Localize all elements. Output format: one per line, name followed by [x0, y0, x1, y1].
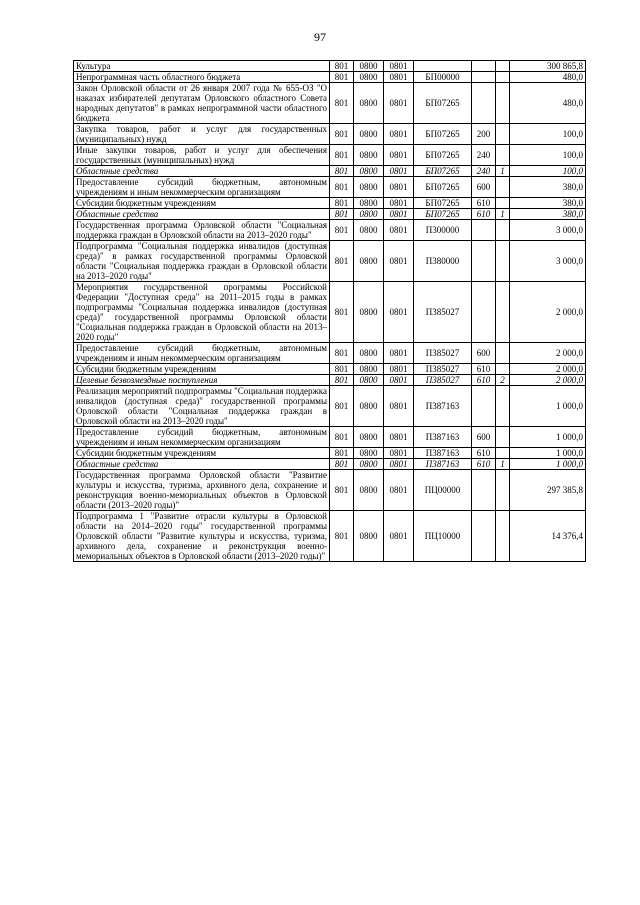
row-grbs-code: 801: [330, 145, 354, 166]
row-expense-type-code: [472, 386, 496, 427]
table-row: [74, 61, 586, 72]
row-source-code: [496, 511, 510, 562]
row-name: Иные закупки товаров, работ и услуг для обеспечения государственных (муниципальных) нужд: [74, 145, 330, 166]
row-grbs-code: 801: [330, 375, 354, 386]
row-name: Предоставление субсидий бюджетным, автономным учреждениям и иным некоммерческим организациям: [74, 343, 330, 364]
row-subsection-code: 0801: [384, 220, 414, 241]
table-row: [74, 177, 586, 198]
row-subsection-code: 0801: [384, 124, 414, 145]
row-source-code: [496, 198, 510, 209]
row-source-code: [496, 386, 510, 427]
row-source-code: [496, 83, 510, 124]
row-expense-type-code: 240: [472, 145, 496, 166]
row-target-article-code: П385027: [414, 364, 472, 375]
table-row: [74, 386, 586, 427]
table-row: [74, 83, 586, 124]
table-row: [74, 282, 586, 343]
budget-table-body: [74, 61, 586, 562]
row-sum: 380,0: [510, 177, 586, 198]
row-expense-type-code: 610: [472, 375, 496, 386]
row-subsection-code: 0801: [384, 177, 414, 198]
row-grbs-code: 801: [330, 448, 354, 459]
row-grbs-code: 801: [330, 72, 354, 83]
row-source-code: [496, 343, 510, 364]
row-subsection-code: 0801: [384, 364, 414, 375]
row-section-code: 0800: [354, 124, 384, 145]
row-source-code: [496, 145, 510, 166]
row-sum: 2 000,0: [510, 343, 586, 364]
row-name: Закон Орловской области от 26 января 2007 года № 655-ОЗ "О наказах избирателей депутатам Орловского областного Совета народных депутатов" в рамках непрограммной части областного бюджета: [74, 83, 330, 124]
row-sum: 380,0: [510, 198, 586, 209]
row-expense-type-code: [472, 72, 496, 83]
row-section-code: 0800: [354, 459, 384, 470]
row-name: Областные средства: [74, 459, 330, 470]
row-grbs-code: 801: [330, 427, 354, 448]
row-expense-type-code: 610: [472, 198, 496, 209]
row-target-article-code: П385027: [414, 375, 472, 386]
row-target-article-code: БП07265: [414, 177, 472, 198]
row-expense-type-code: [472, 511, 496, 562]
row-subsection-code: 0801: [384, 459, 414, 470]
table-row: [74, 470, 586, 511]
row-sum: 3 000,0: [510, 241, 586, 282]
row-expense-type-code: 610: [472, 448, 496, 459]
row-subsection-code: 0801: [384, 72, 414, 83]
table-row: [74, 448, 586, 459]
row-grbs-code: 801: [330, 209, 354, 220]
row-sum: 380,0: [510, 209, 586, 220]
row-grbs-code: 801: [330, 241, 354, 282]
table-row: [74, 375, 586, 386]
row-target-article-code: П387163: [414, 448, 472, 459]
row-subsection-code: 0801: [384, 448, 414, 459]
row-subsection-code: 0801: [384, 241, 414, 282]
row-subsection-code: 0801: [384, 343, 414, 364]
row-sum: 480,0: [510, 83, 586, 124]
row-section-code: 0800: [354, 166, 384, 177]
table-row: [74, 220, 586, 241]
row-section-code: 0800: [354, 470, 384, 511]
row-grbs-code: 801: [330, 282, 354, 343]
row-sum: 1 000,0: [510, 448, 586, 459]
page-number: 97: [314, 30, 326, 44]
row-name: Областные средства: [74, 209, 330, 220]
row-expense-type-code: [472, 470, 496, 511]
row-grbs-code: 801: [330, 343, 354, 364]
row-section-code: 0800: [354, 145, 384, 166]
row-target-article-code: БП07265: [414, 209, 472, 220]
row-source-code: [496, 427, 510, 448]
row-source-code: [496, 448, 510, 459]
row-target-article-code: ПЦ10000: [414, 511, 472, 562]
row-expense-type-code: 610: [472, 459, 496, 470]
row-target-article-code: П387163: [414, 459, 472, 470]
row-sum: 297 385,8: [510, 470, 586, 511]
row-target-article-code: [414, 61, 472, 72]
row-sum: 14 376,4: [510, 511, 586, 562]
row-sum: 1 000,0: [510, 459, 586, 470]
row-grbs-code: 801: [330, 459, 354, 470]
row-source-code: [496, 177, 510, 198]
row-target-article-code: П387163: [414, 427, 472, 448]
row-subsection-code: 0801: [384, 427, 414, 448]
row-source-code: [496, 364, 510, 375]
row-section-code: 0800: [354, 343, 384, 364]
row-name: Подпрограмма "Социальная поддержка инвалидов (доступная среда)" в рамках государственной программы Орловской области "Социальная поддержка граждан в Орловской области на 2013–2020 годы": [74, 241, 330, 282]
row-target-article-code: БП07265: [414, 166, 472, 177]
row-expense-type-code: 610: [472, 364, 496, 375]
row-section-code: 0800: [354, 511, 384, 562]
row-expense-type-code: [472, 241, 496, 282]
row-name: Государственная программа Орловской области "Социальная поддержка граждан в Орловской области на 2013–2020 годы": [74, 220, 330, 241]
row-source-code: [496, 241, 510, 282]
row-expense-type-code: [472, 220, 496, 241]
budget-table: [73, 60, 586, 562]
row-grbs-code: 801: [330, 124, 354, 145]
row-source-code: 1: [496, 209, 510, 220]
row-subsection-code: 0801: [384, 145, 414, 166]
table-row: [74, 124, 586, 145]
row-section-code: 0800: [354, 83, 384, 124]
row-section-code: 0800: [354, 220, 384, 241]
table-row: [74, 427, 586, 448]
row-target-article-code: П385027: [414, 343, 472, 364]
row-name: Субсидии бюджетным учреждениям: [74, 198, 330, 209]
table-row: [74, 72, 586, 83]
table-row: [74, 166, 586, 177]
table-row: [74, 145, 586, 166]
row-source-code: 2: [496, 375, 510, 386]
row-expense-type-code: 240: [472, 166, 496, 177]
row-name: Государственная программа Орловской области "Развитие культуры и искусства, туризма, архивного дела, сохранение и реконструкция военно-мемориальных объектов в Орловской области (2013–2020 годы)": [74, 470, 330, 511]
row-name: Закупка товаров, работ и услуг для государственных (муниципальных) нужд: [74, 124, 330, 145]
row-section-code: 0800: [354, 427, 384, 448]
row-source-code: [496, 220, 510, 241]
row-section-code: 0800: [354, 61, 384, 72]
row-expense-type-code: [472, 61, 496, 72]
table-row: [74, 343, 586, 364]
row-section-code: 0800: [354, 364, 384, 375]
row-source-code: [496, 72, 510, 83]
row-name: Субсидии бюджетным учреждениям: [74, 364, 330, 375]
row-source-code: [496, 470, 510, 511]
row-expense-type-code: 600: [472, 343, 496, 364]
row-expense-type-code: 600: [472, 177, 496, 198]
row-target-article-code: П387163: [414, 386, 472, 427]
row-expense-type-code: [472, 282, 496, 343]
row-sum: 100,0: [510, 145, 586, 166]
row-grbs-code: 801: [330, 177, 354, 198]
row-source-code: 1: [496, 166, 510, 177]
row-subsection-code: 0801: [384, 386, 414, 427]
table-row: [74, 198, 586, 209]
row-subsection-code: 0801: [384, 83, 414, 124]
row-name: Мероприятия государственной программы Российской Федерации "Доступная среда" на 2011–2015 годы в рамках подпрограммы "Социальная поддержка инвалидов (доступная среда)" государственной программы Орловской области "Социальная поддержка граждан в Орловской области на 2013–2020 годы": [74, 282, 330, 343]
row-sum: 100,0: [510, 166, 586, 177]
row-target-article-code: П300000: [414, 220, 472, 241]
row-name: Подпрограмма 1 "Развитие отрасли культуры в Орловской области на 2014–2020 годы" государственной программы Орловской области "Развитие культуры и искусства, туризма, архивного дела, сохранение и реконструкция военно-мемориальных объектов в Орловской области (2013–2020 годы)": [74, 511, 330, 562]
row-section-code: 0800: [354, 448, 384, 459]
row-sum: 100,0: [510, 124, 586, 145]
table-row: [74, 209, 586, 220]
row-source-code: [496, 124, 510, 145]
row-name: Предоставление субсидий бюджетным, автономным учреждениям и иным некоммерческим организациям: [74, 177, 330, 198]
row-section-code: 0800: [354, 375, 384, 386]
row-source-code: [496, 61, 510, 72]
row-sum: 2 000,0: [510, 364, 586, 375]
row-sum: 3 000,0: [510, 220, 586, 241]
row-sum: 2 000,0: [510, 282, 586, 343]
row-expense-type-code: 200: [472, 124, 496, 145]
row-section-code: 0800: [354, 72, 384, 83]
row-name: Культура: [74, 61, 330, 72]
row-grbs-code: 801: [330, 166, 354, 177]
row-target-article-code: П385027: [414, 282, 472, 343]
row-name: Областные средства: [74, 166, 330, 177]
row-target-article-code: БП07265: [414, 124, 472, 145]
row-grbs-code: 801: [330, 61, 354, 72]
row-name: Непрограммная часть областного бюджета: [74, 72, 330, 83]
row-subsection-code: 0801: [384, 166, 414, 177]
row-subsection-code: 0801: [384, 511, 414, 562]
row-section-code: 0800: [354, 209, 384, 220]
row-sum: 300 865,8: [510, 61, 586, 72]
row-subsection-code: 0801: [384, 209, 414, 220]
row-sum: 480,0: [510, 72, 586, 83]
row-grbs-code: 801: [330, 386, 354, 427]
row-sum: 2 000,0: [510, 375, 586, 386]
row-source-code: 1: [496, 459, 510, 470]
row-subsection-code: 0801: [384, 61, 414, 72]
row-section-code: 0800: [354, 177, 384, 198]
row-name: Целевые безвозмездные поступления: [74, 375, 330, 386]
row-grbs-code: 801: [330, 83, 354, 124]
row-grbs-code: 801: [330, 470, 354, 511]
row-target-article-code: БП07265: [414, 145, 472, 166]
table-row: [74, 511, 586, 562]
row-grbs-code: 801: [330, 198, 354, 209]
row-section-code: 0800: [354, 241, 384, 282]
row-target-article-code: ПЦ00000: [414, 470, 472, 511]
row-target-article-code: П380000: [414, 241, 472, 282]
row-subsection-code: 0801: [384, 470, 414, 511]
row-expense-type-code: [472, 83, 496, 124]
row-target-article-code: БП07265: [414, 198, 472, 209]
row-name: Предоставление субсидий бюджетным, автономным учреждениям и иным некоммерческим организациям: [74, 427, 330, 448]
row-target-article-code: БП07265: [414, 83, 472, 124]
row-expense-type-code: 600: [472, 427, 496, 448]
row-subsection-code: 0801: [384, 375, 414, 386]
table-row: [74, 459, 586, 470]
row-section-code: 0800: [354, 386, 384, 427]
row-grbs-code: 801: [330, 511, 354, 562]
row-sum: 1 000,0: [510, 386, 586, 427]
row-name: Субсидии бюджетным учреждениям: [74, 448, 330, 459]
table-row: [74, 364, 586, 375]
row-expense-type-code: 610: [472, 209, 496, 220]
row-grbs-code: 801: [330, 364, 354, 375]
row-section-code: 0800: [354, 282, 384, 343]
row-section-code: 0800: [354, 198, 384, 209]
row-grbs-code: 801: [330, 220, 354, 241]
row-subsection-code: 0801: [384, 198, 414, 209]
row-subsection-code: 0801: [384, 282, 414, 343]
table-row: [74, 241, 586, 282]
row-name: Реализация мероприятий подпрограммы "Социальная поддержка инвалидов (доступная среда)" государственной программы Орловской области "Социальная поддержка граждан в Орловской области на 2013–2020 годы": [74, 386, 330, 427]
row-target-article-code: БП00000: [414, 72, 472, 83]
row-sum: 1 000,0: [510, 427, 586, 448]
row-source-code: [496, 282, 510, 343]
